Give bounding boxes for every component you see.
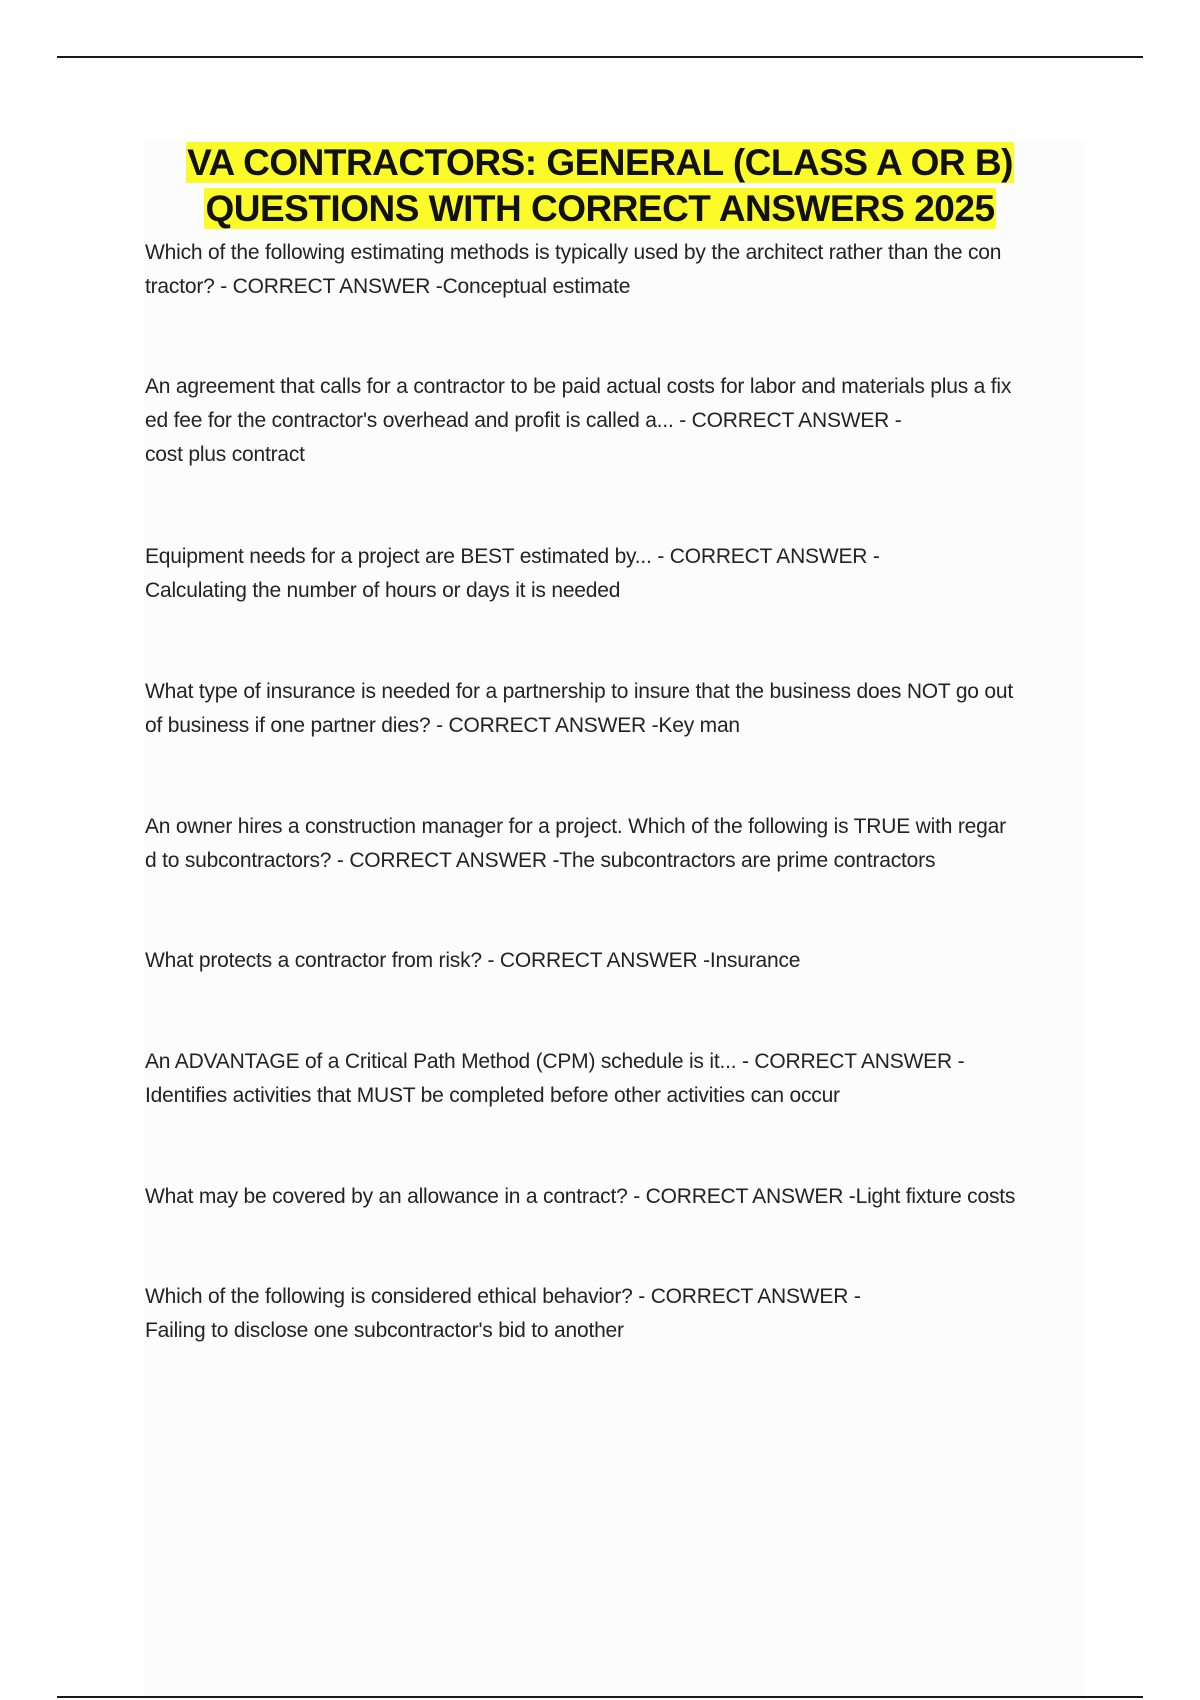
title-line-1: VA CONTRACTORS: GENERAL (CLASS A OR B) [187,142,1013,183]
bottom-horizontal-rule [57,1696,1143,1698]
qa-entry-4: What type of insurance is needed for a partnership to insure that the business does NOT go out of business if one partner dies? - CORRECT ANSWER -Key man [145,680,1013,737]
qa-entry-3: Equipment needs for a project are BEST estimated by... - CORRECT ANSWER - Calculating the number of hours or days it is needed [145,545,880,602]
qa-entry-2: An agreement that calls for a contractor to be paid actual costs for labor and materials plus a fix ed fee for the contractor's overhead and profit is called a... - CORRECT ANSWER - cost plus contract [145,375,1012,466]
document-title [60,140,1140,232]
qa-entry-9: Which of the following is considered ethical behavior? - CORRECT ANSWER - Failing to disclose one subcontractor's bid to another [145,1285,861,1342]
qa-entry-1: Which of the following estimating methods is typically used by the architect rather than the con tractor? - CORRECT ANSWER -Conceptual estimate [145,241,1002,298]
title-line-2: QUESTIONS WITH CORRECT ANSWERS 2025 [205,188,995,229]
top-horizontal-rule [57,56,1143,58]
qa-entry-6: What protects a contractor from risk? - CORRECT ANSWER -Insurance [145,949,801,972]
qa-entry-5: An owner hires a construction manager for a project. Which of the following is TRUE with regar d to subcontractors? - CORRECT ANSWER -The subcontractors are prime contractors [145,815,1006,872]
qa-entry-8: What may be covered by an allowance in a contract? - CORRECT ANSWER -Light fixture costs [145,1185,1016,1208]
qa-entry-7: An ADVANTAGE of a Critical Path Method (CPM) schedule is it... - CORRECT ANSWER - Identifies activities that MUST be completed before other activities can occur [145,1050,965,1107]
